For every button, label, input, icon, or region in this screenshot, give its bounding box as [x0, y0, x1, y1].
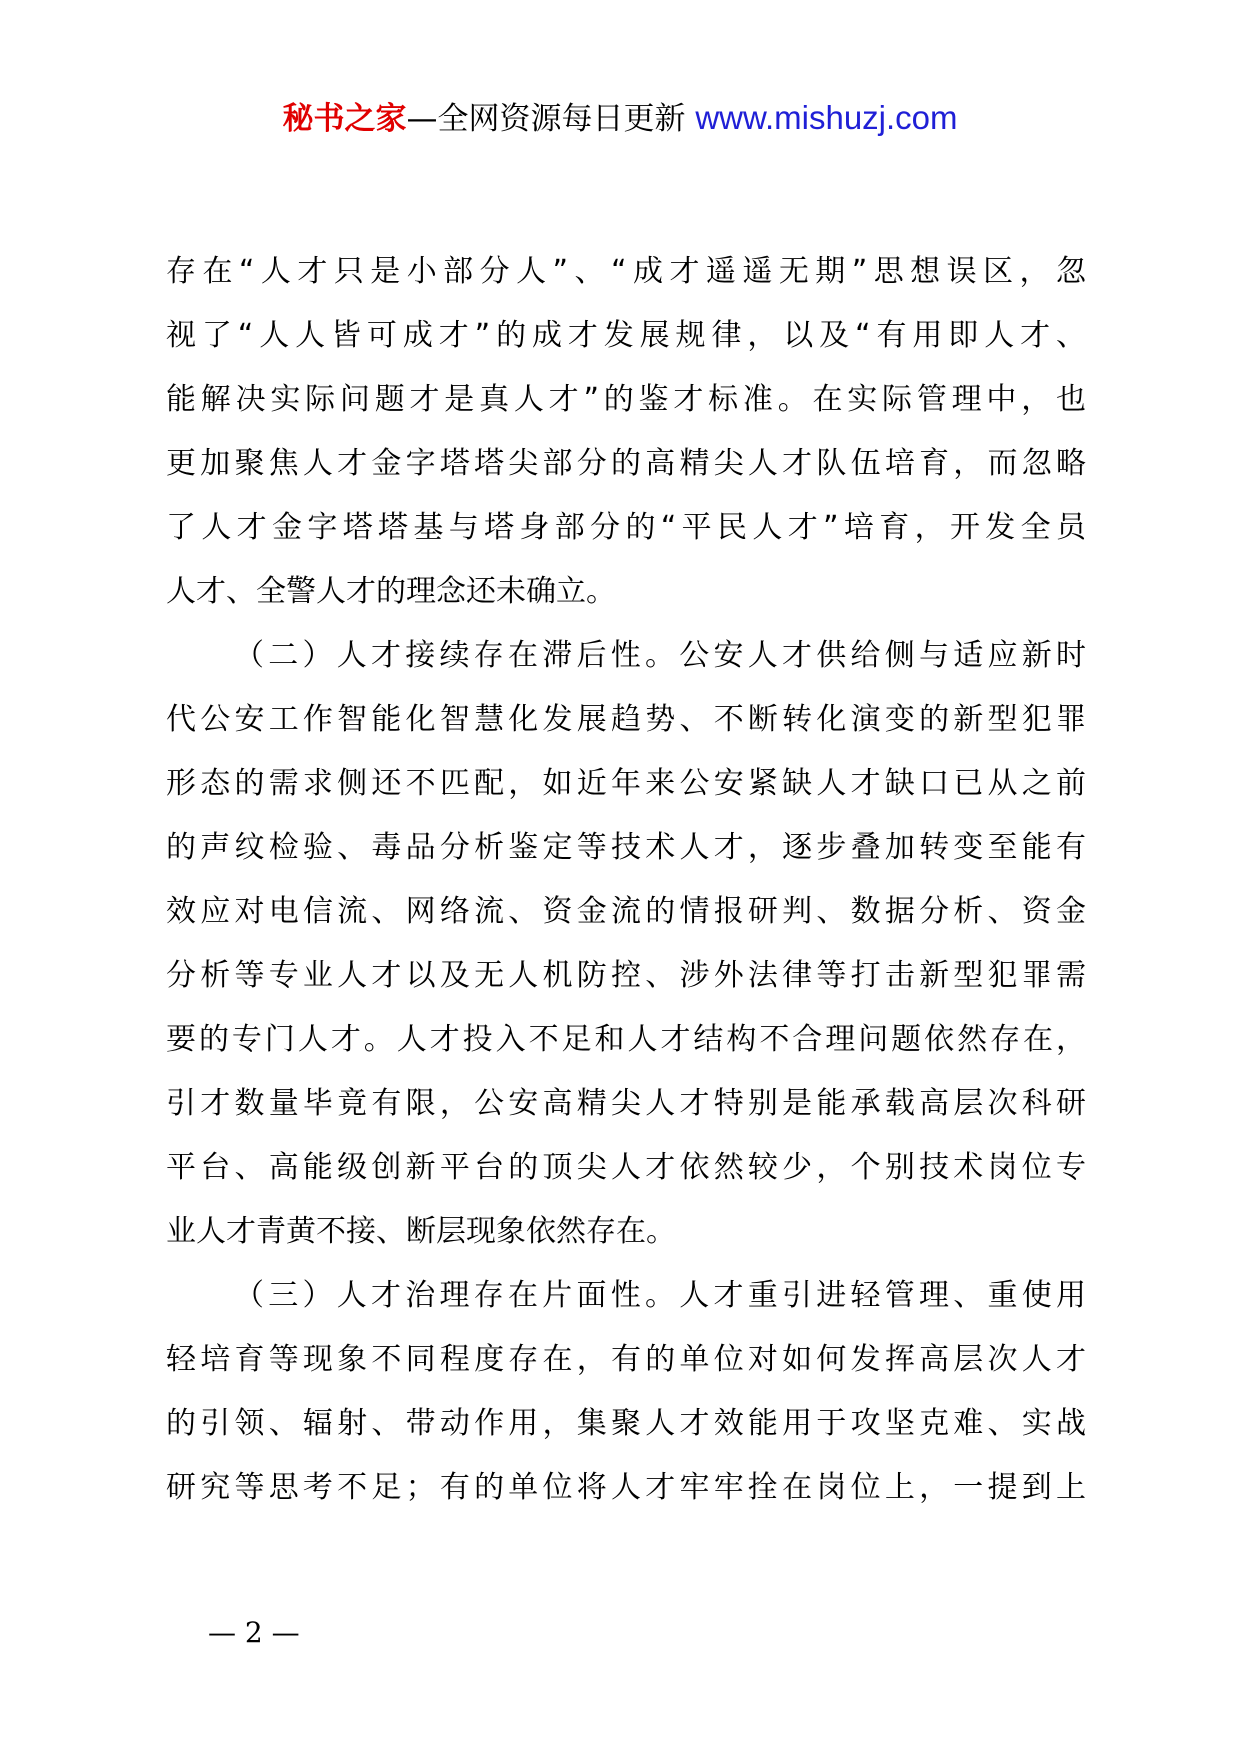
body-line: 代公安工作智能化智慧化发展趋势、不断转化演变的新型犯罪 — [166, 702, 1086, 737]
section-heading-line: （二）人才接续存在滞后性。公安人才供给侧与适应新时 — [234, 638, 1086, 673]
body-line: 分析等专业人才以及无人机防控、涉外法律等打击新型犯罪需 — [166, 958, 1086, 993]
document-body — [166, 240, 1086, 1520]
site-url[interactable]: www.mishuzj.com — [695, 99, 958, 136]
body-line: 要的专门人才。人才投入不足和人才结构不合理问题依然存在， — [166, 1022, 1086, 1057]
body-line: 能解决实际问题才是真人才”的鉴才标准。在实际管理中，也 — [166, 382, 1086, 417]
section-heading-line: （三）人才治理存在片面性。人才重引进轻管理、重使用 — [234, 1278, 1086, 1313]
body-line: 业人才青黄不接、断层现象依然存在。 — [166, 1214, 676, 1249]
brand-name: 秘书之家 — [282, 101, 407, 137]
page-number: — 2 — — [208, 1616, 300, 1649]
banner-tagline: —全网资源每日更新 — [406, 101, 696, 137]
body-line: 轻培育等现象不同程度存在，有的单位对如何发挥高层次人才 — [166, 1342, 1086, 1377]
body-line: 形态的需求侧还不匹配，如近年来公安紧缺人才缺口已从之前 — [166, 766, 1086, 801]
body-line: 效应对电信流、网络流、资金流的情报研判、数据分析、资金 — [166, 894, 1086, 929]
body-line: 的引领、辐射、带动作用，集聚人才效能用于攻坚克难、实战 — [166, 1406, 1086, 1441]
body-line: 存在“人才只是小部分人”、“成才遥遥无期”思想误区，忽 — [166, 254, 1086, 289]
body-line: 引才数量毕竟有限，公安高精尖人才特别是能承载高层次科研 — [166, 1086, 1086, 1121]
body-line: 平台、高能级创新平台的顶尖人才依然较少，个别技术岗位专 — [166, 1150, 1086, 1185]
body-line: 人才、全警人才的理念还未确立。 — [166, 574, 616, 609]
site-banner — [0, 98, 1240, 139]
body-line: 的声纹检验、毒品分析鉴定等技术人才，逐步叠加转变至能有 — [166, 830, 1086, 865]
body-line: 更加聚焦人才金字塔塔尖部分的高精尖人才队伍培育，而忽略 — [166, 446, 1086, 481]
body-line: 视了“人人皆可成才”的成才发展规律，以及“有用即人才、 — [166, 318, 1086, 353]
body-line: 了人才金字塔塔基与塔身部分的“平民人才”培育，开发全员 — [166, 510, 1086, 545]
body-line: 研究等思考不足；有的单位将人才牢牢拴在岗位上，一提到上 — [166, 1470, 1086, 1505]
